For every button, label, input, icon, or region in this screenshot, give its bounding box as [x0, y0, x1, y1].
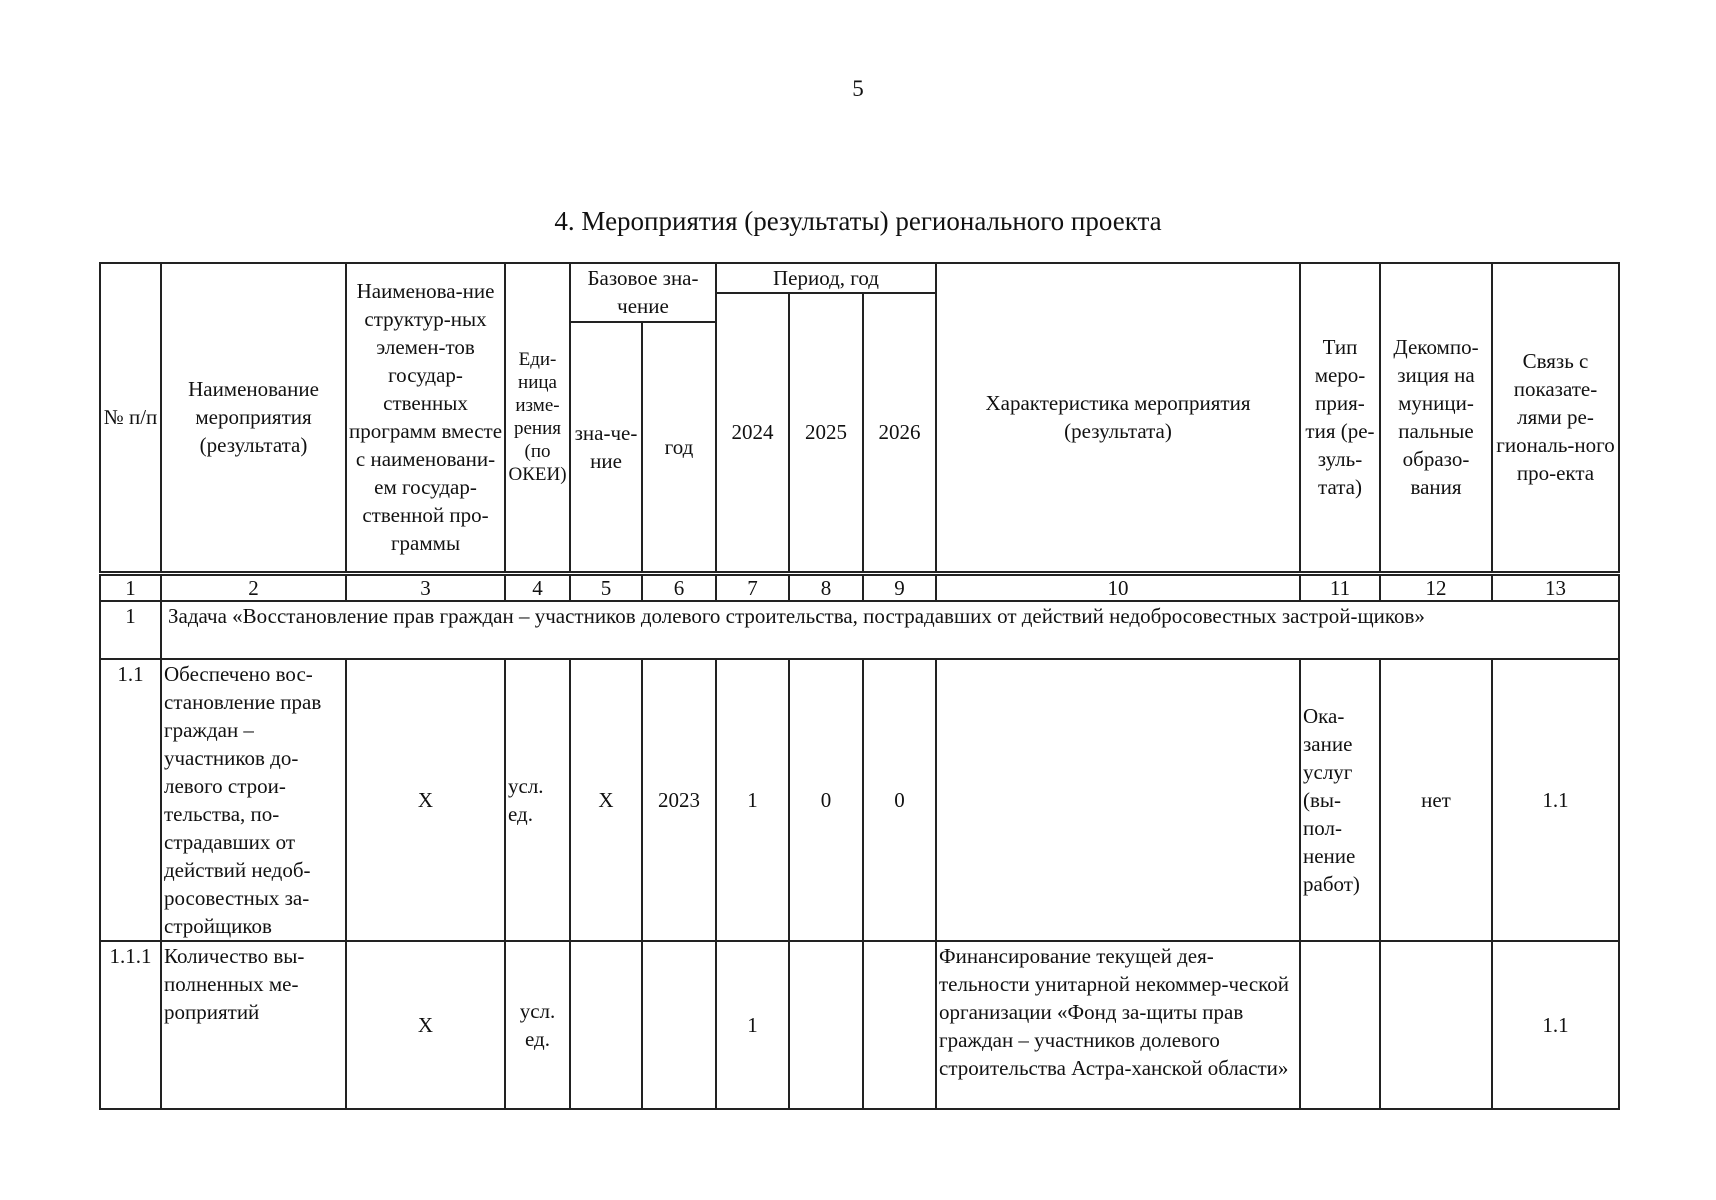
header-name: Наименование мероприятия (результата) [161, 263, 346, 573]
row-base-year [642, 941, 716, 1109]
row-2026 [863, 941, 936, 1109]
row-2025: 0 [789, 659, 863, 941]
header-type: Тип меро-прия-тия (ре-зуль-тата) [1300, 263, 1380, 573]
column-number: 10 [936, 573, 1300, 601]
row-unit: усл. ед. [505, 659, 570, 941]
column-number: 6 [642, 573, 716, 601]
row-link: 1.1 [1492, 659, 1619, 941]
row-2025 [789, 941, 863, 1109]
row-type [1300, 941, 1380, 1109]
header-link: Связь с показате-лями ре-гиональ-ного про-екта [1492, 263, 1619, 573]
row-decomp [1380, 941, 1492, 1109]
task-num: 1 [100, 601, 161, 659]
row-num: 1.1.1 [100, 941, 161, 1109]
row-decomp: нет [1380, 659, 1492, 941]
column-number: 12 [1380, 573, 1492, 601]
header-struct: Наименова-ние структур-ных элемен-тов государ-ственных программ вместе с наименовани-ем государ-ственной про-граммы [346, 263, 505, 573]
header-2026: 2026 [863, 293, 936, 573]
header-2025: 2025 [789, 293, 863, 573]
column-number: 2 [161, 573, 346, 601]
task-text: Задача «Восстановление прав граждан – участников долевого строительства, пострадавших от действий недобросовестных застрой-щиков» [161, 601, 1619, 659]
column-number: 4 [505, 573, 570, 601]
header-unit: Еди-ница изме-рения (по ОКЕИ) [505, 263, 570, 573]
row-base-year: 2023 [642, 659, 716, 941]
row-name: Количество вы-полненных ме-роприятий [161, 941, 346, 1109]
header-char: Характеристика мероприятия (результата) [936, 263, 1300, 573]
row-2024: 1 [716, 659, 789, 941]
measures-table [99, 262, 1620, 1110]
row-2024: 1 [716, 941, 789, 1109]
column-number: 3 [346, 573, 505, 601]
section-title: 4. Мероприятия (результаты) регионального проекта [554, 206, 1162, 236]
table-row [100, 659, 1619, 941]
column-number: 7 [716, 573, 789, 601]
row-base-value [570, 941, 642, 1109]
column-number: 5 [570, 573, 642, 601]
column-numbers-row [100, 573, 1619, 601]
row-unit: усл. ед. [505, 941, 570, 1109]
column-number: 1 [100, 573, 161, 601]
header-base: Базовое зна-чение [570, 263, 716, 322]
task-row [100, 601, 1619, 659]
row-struct: X [346, 941, 505, 1109]
column-number: 9 [863, 573, 936, 601]
row-struct: X [346, 659, 505, 941]
row-link: 1.1 [1492, 941, 1619, 1109]
row-name: Обеспечено вос-становление прав граждан – участников до-левого строи-тельства, по-страдавших от действий недоб-росовестных за-стройщиков [161, 659, 346, 941]
header-num: № п/п [100, 263, 161, 573]
header-decomp: Декомпо-зиция на муници-пальные образо-вания [1380, 263, 1492, 573]
column-number: 8 [789, 573, 863, 601]
header-2024: 2024 [716, 293, 789, 573]
column-number: 11 [1300, 573, 1380, 601]
header-base-value: зна-че-ние [570, 322, 642, 573]
row-num: 1.1 [100, 659, 161, 941]
column-number: 13 [1492, 573, 1619, 601]
header-period: Период, год [716, 263, 936, 293]
table-row [100, 941, 1619, 1109]
row-char: Финансирование текущей дея-тельности унитарной некоммер-ческой организации «Фонд за-щиты прав граждан – участников долевого строительства Астра-ханской области» [936, 941, 1300, 1109]
row-base-value: X [570, 659, 642, 941]
row-type: Ока-зание услуг (вы-пол-нение работ) [1300, 659, 1380, 941]
header-base-year: год [642, 322, 716, 573]
row-2026: 0 [863, 659, 936, 941]
row-char [936, 659, 1300, 941]
page-number: 5 [852, 76, 864, 101]
